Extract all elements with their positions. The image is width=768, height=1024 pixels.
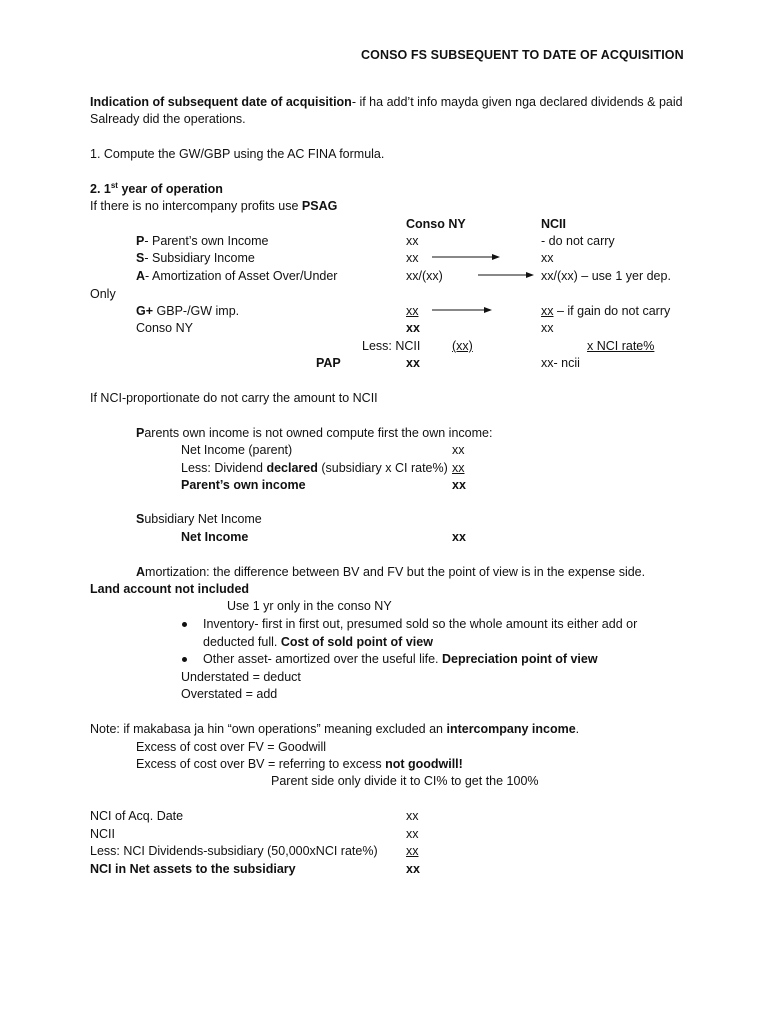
nci-net-assets: NCI in Net assets to the subsidiary (90, 862, 296, 876)
nci-less-dividends-val: xx (406, 844, 419, 858)
parents-own-income: Parent’s own income (181, 478, 306, 492)
nci-proportionate-note: If NCI-proportionate do not carry the amount to NCII (90, 391, 378, 405)
row-conso-ny-conso: xx (406, 321, 420, 335)
nci-ncii-val: xx (406, 827, 419, 841)
row-g-conso: xx (406, 304, 419, 318)
row-pap-conso: xx (406, 356, 420, 370)
row-s-ncii: xx (541, 251, 554, 265)
subsidiary-first-letter: S (136, 512, 145, 526)
row-a-ncii: xx/(xx) – use 1 yer dep. (541, 269, 671, 283)
parents-heading (136, 425, 492, 441)
amortization-line (136, 564, 645, 580)
less-div-bold: declared (266, 461, 318, 475)
note-end: . (575, 722, 580, 736)
row-a-key: A (136, 269, 146, 283)
bullet-1-b-text: deducted full. (203, 635, 281, 649)
row-s-conso: xx (406, 251, 419, 265)
less-div-c: (subsidiary x CI rate%) (317, 461, 448, 475)
intro-bold: Indication of subsequent date of acquisition (90, 95, 352, 109)
intro-rest: - if ha add’t info mayda given nga declared dividends & paid (351, 95, 683, 109)
row-p-text: - Parent’s own Income (144, 234, 269, 248)
nci-net-assets-val: xx (406, 862, 420, 876)
arrow-s-row (432, 254, 500, 260)
note-goodwill: Excess of cost over FV = Goodwill (136, 740, 327, 754)
row-g-ncii-underlined: xx (541, 304, 554, 318)
nci-less-dividends: Less: NCI Dividends-subsidiary (50,000xNCI rate%) (90, 844, 378, 858)
parents-less-dividend (181, 460, 448, 476)
bullet-2-bold: Depreciation point of view (442, 652, 598, 666)
parents-own-income-val: xx (452, 478, 466, 492)
bullet-2 (182, 657, 187, 662)
amort-first-letter: A (136, 565, 146, 579)
subsidiary-heading-rest: ubsidiary Net Income (144, 512, 262, 526)
parents-heading-rest: arents own income is not owned compute first the own income: (144, 426, 493, 440)
row-p-key: P (136, 234, 145, 248)
row-s-key: S (136, 251, 145, 265)
arrow-a-row (478, 272, 534, 278)
row-a-text: - Amortization of Asset Over/Under (145, 269, 338, 283)
row-less-ncii-ncii: x NCI rate% (587, 339, 655, 353)
row-g-key: G+ (136, 304, 154, 318)
bullet-1-line-b (203, 634, 433, 650)
bullet-1-bold: Cost of sold point of view (280, 635, 433, 649)
note-parent-side: Parent side only divide it to CI% to get the 100% (271, 774, 539, 788)
row-pap-label: PAP (316, 356, 341, 370)
col-header-conso: Conso NY (406, 217, 466, 231)
parents-first-letter: P (136, 426, 145, 440)
row-pap-ncii: xx- ncii (541, 356, 580, 370)
amort-text: mortization: the difference between BV and FV but the point of view is in the expense side. (145, 565, 646, 579)
note-line (90, 721, 579, 737)
step-1: 1. Compute the GW/GBP using the AC FINA formula. (90, 147, 385, 161)
row-a-wrap: Only (90, 287, 116, 301)
step-2-sup: st (110, 180, 118, 190)
col-header-ncii: NCII (541, 217, 566, 231)
psag-bold: PSAG (301, 199, 338, 213)
row-p-ncii: - do not carry (541, 234, 615, 248)
nci-acq-date-val: xx (406, 809, 419, 823)
row-s-text: - Subsidiary Income (144, 251, 255, 265)
bullet-2-text: Other asset- amortized over the useful life. (203, 652, 442, 666)
parents-net-income: Net Income (parent) (181, 443, 293, 457)
subsidiary-heading (136, 511, 262, 527)
less-div-a: Less: Dividend (181, 461, 267, 475)
intro-line-2: Salready did the operations. (90, 112, 246, 126)
row-less-ncii-label: Less: NCII (362, 339, 421, 353)
psag-text: If there is no intercompany profits use (90, 199, 302, 213)
bullet-2-line (203, 651, 598, 667)
land-not-included: Land account not included (90, 582, 250, 596)
subsidiary-net-income-val: xx (452, 530, 466, 544)
bullet-1 (182, 622, 187, 627)
note-bv-bold: not goodwill! (385, 757, 463, 771)
understated: Understated = deduct (181, 670, 301, 684)
step-2-rest: year of operation (117, 182, 223, 196)
note-bold: intercompany income (446, 722, 576, 736)
note-bv-text: Excess of cost over BV = referring to excess (136, 757, 386, 771)
row-a-conso: xx/(xx) (406, 269, 443, 283)
nci-acq-date: NCI of Acq. Date (90, 809, 184, 823)
note-bv (136, 756, 463, 772)
parents-net-income-val: xx (452, 443, 465, 457)
bullet-1-line-a: Inventory- first in first out, presumed sold so the whole amount its either add or (203, 617, 638, 631)
parents-less-dividend-val: xx (452, 461, 465, 475)
subsidiary-net-income: Net Income (181, 530, 249, 544)
nci-ncii: NCII (90, 827, 115, 841)
row-conso-ny-label: Conso NY (136, 321, 193, 335)
row-g-ncii-rest: – if gain do not carry (553, 304, 671, 318)
arrow-g-row (432, 307, 492, 313)
row-p-conso: xx (406, 234, 419, 248)
overstated: Overstated = add (181, 687, 278, 701)
row-conso-ny-ncii: xx (541, 321, 554, 335)
step-2-num: 2. 1 (90, 182, 111, 196)
note-text: Note: if makabasa ja hin “own operations” meaning excluded an (90, 722, 447, 736)
row-g-text: GBP-/GW imp. (153, 304, 240, 318)
use-1-yr: Use 1 yr only in the conso NY (227, 599, 392, 613)
row-less-ncii-conso: (xx) (452, 339, 473, 353)
page-title: CONSO FS SUBSEQUENT TO DATE OF ACQUISITION (361, 48, 684, 62)
